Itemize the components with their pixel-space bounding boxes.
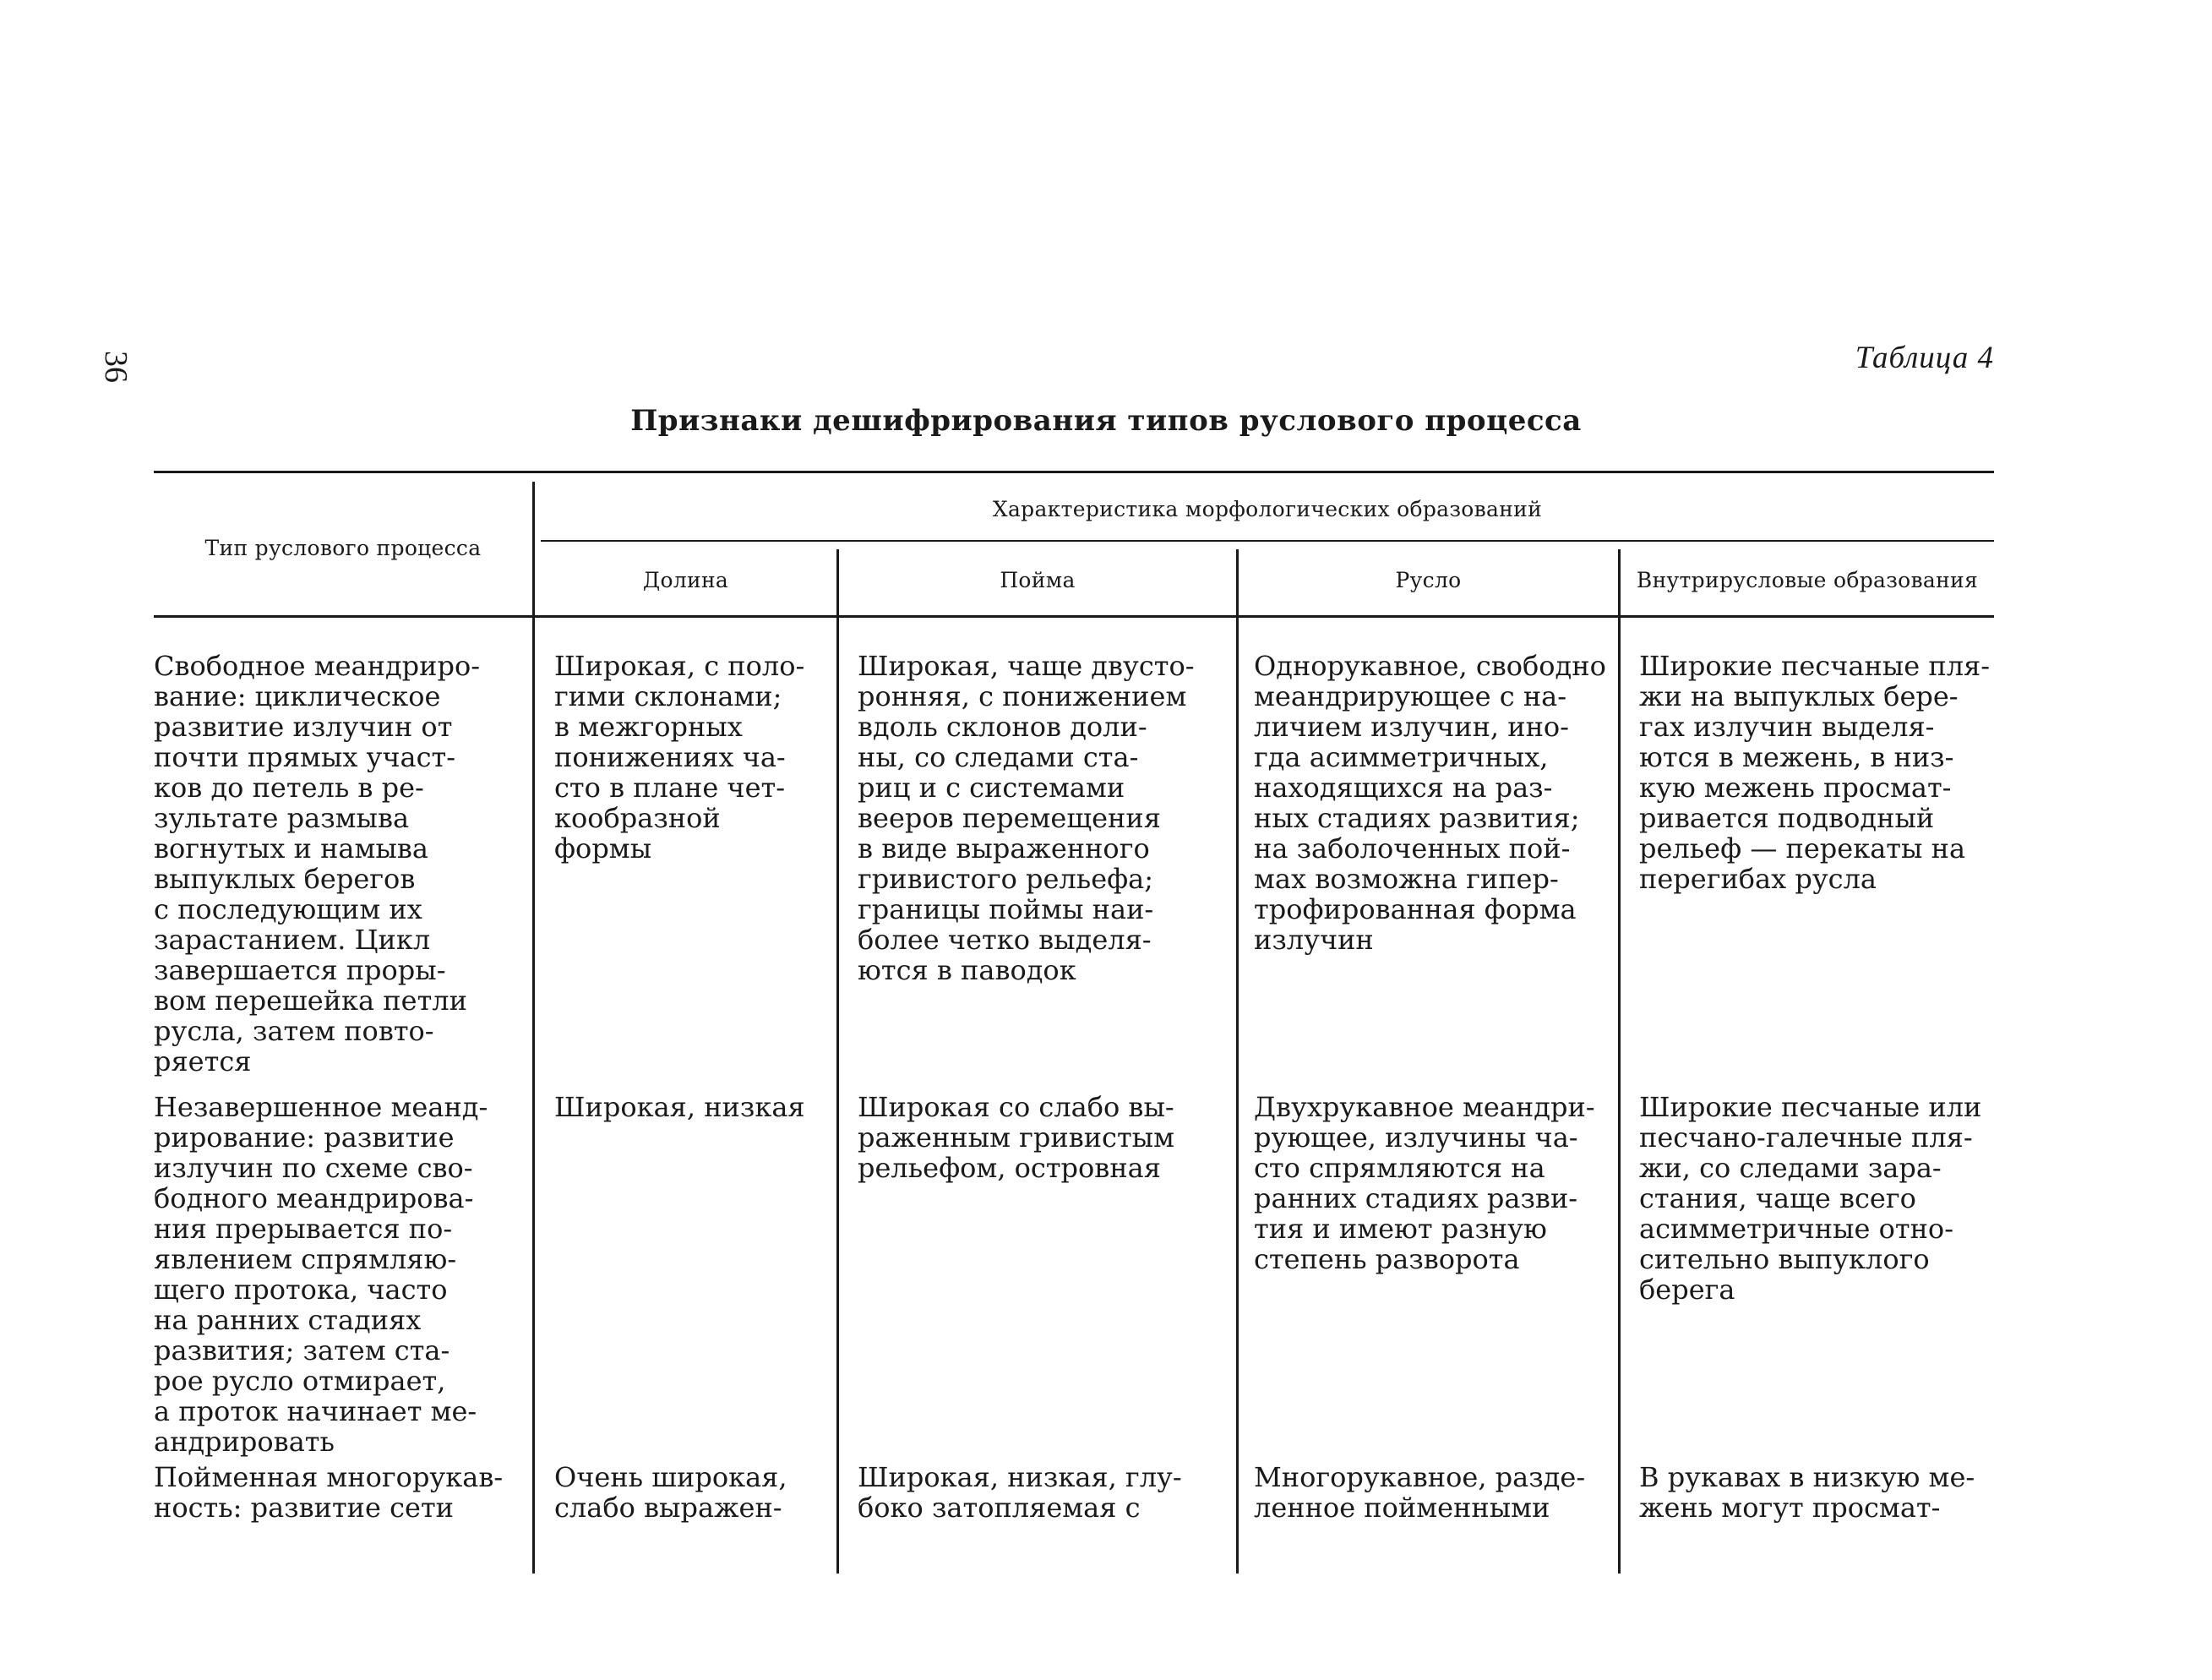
row1-valley: Широкая, с поло- гими склонами; в межгорных понижениях ча- сто в плане чет- кообразной формы xyxy=(554,650,805,865)
header-inchannel: Внутрирусловые образования xyxy=(1636,568,1979,592)
row2-inchannel: Широкие песчаные или песчано-галечные пля- жи, со следами зара- стания, чаще всего асимметричные отно- сительно выпуклого берега xyxy=(1639,1091,1982,1306)
page-number: 36 xyxy=(98,351,133,383)
column-divider xyxy=(1618,549,1621,1574)
header-group: Характеристика морфологических образований xyxy=(992,497,1543,521)
header-channel: Русло xyxy=(1395,568,1462,592)
row2-channel: Двухрукавное меандри- рующее, излучины ча- сто спрямляются на ранних стадиях разви- тия и имеют разную степень разворота xyxy=(1254,1091,1595,1275)
column-divider xyxy=(1236,549,1239,1574)
header-floodplain: Пойма xyxy=(1000,568,1076,592)
column-divider xyxy=(532,482,535,1574)
row3-valley: Очень широкая, слабо выражен- xyxy=(554,1461,787,1524)
row1-inchannel: Широкие песчаные пля- жи на выпуклых бере- гах излучин выделя- ются в межень, в низ- кую межень просмат- ривается подводный рельеф — перекаты на перегибах русла xyxy=(1639,650,1991,895)
row3-inchannel: В рукавах в низкую ме- жень могут просмат- xyxy=(1639,1461,1975,1524)
column-divider xyxy=(836,549,839,1574)
header-group-rule xyxy=(541,540,1994,542)
header-type: Тип руслового процесса xyxy=(204,536,482,560)
row3-floodplain: Широкая, низкая, глу- боко затопляемая с xyxy=(858,1461,1182,1524)
header-bottom-rule xyxy=(154,615,1994,618)
row2-valley: Широкая, низкая xyxy=(554,1091,805,1123)
table-label: Таблица 4 xyxy=(1855,341,1994,375)
row3-type: Пойменная многорукав- ность: развитие сети xyxy=(154,1461,504,1524)
row1-floodplain: Широкая, чаще двусто- ронняя, с понижением вдоль склонов доли- ны, со следами ста- риц и с системами вееров перемещения в виде выраженного гривистого рельефа; границы поймы наи- более четко выделя- ются в паводок xyxy=(858,650,1195,986)
row1-type: Свободное меандриро- вание: циклическое развитие излучин от почти прямых участ- ков до петель в ре- зультате размыва вогнутых и намыва выпуклых берегов с последующим их зарастанием. Цикл завершается проры- вом перешейка петли русла, затем повто- ряется xyxy=(154,650,481,1077)
row2-floodplain: Широкая со слабо вы- раженным гривистым рельефом, островная xyxy=(858,1091,1175,1184)
header-valley: Долина xyxy=(642,568,729,592)
table-top-rule xyxy=(154,471,1994,473)
table-title: Признаки дешифрирования типов руслового процесса xyxy=(630,404,1582,438)
row1-channel: Однорукавное, свободно меандрирующее с на- личием излучин, ино- гда асимметричных, находящихся на раз- ных стадиях развития; на заболоченных пой- мах возможна гипер- трофированная форма излучин xyxy=(1254,650,1606,956)
row2-type: Незавершенное меанд- рирование: развитие излучин по схеме сво- бодного меандрирова- ния прерывается по- явлением спрямляю- щего протока, часто на ранних стадиях развития; затем ста- рое русло отмирает, а проток начинает ме- андрировать xyxy=(154,1091,488,1458)
row3-channel: Многорукавное, разде- ленное пойменными xyxy=(1254,1461,1586,1524)
